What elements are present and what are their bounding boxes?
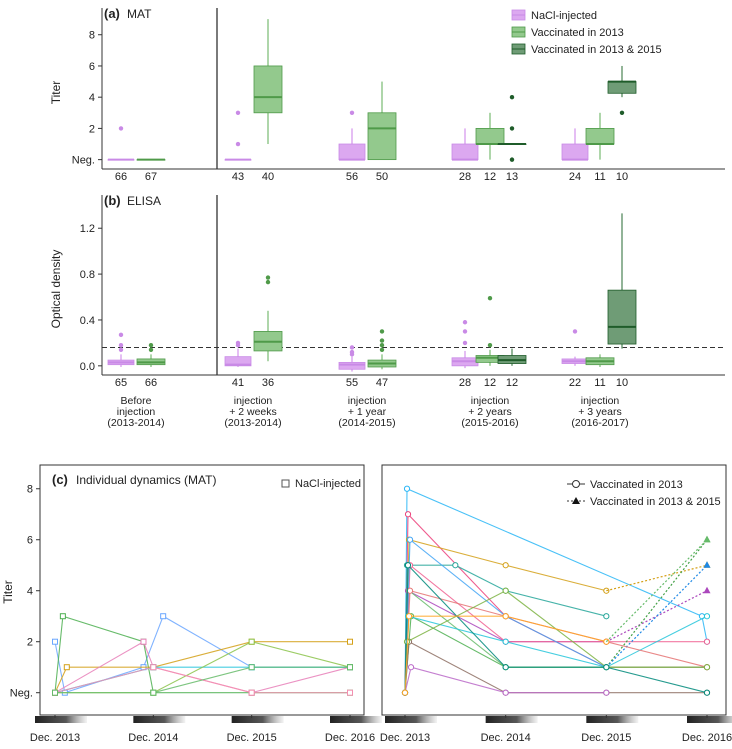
sample-size-label: 36 [261,377,275,389]
sampling-period-bar [385,716,437,723]
point-marker [405,563,410,568]
sample-size-label: 41 [231,377,245,389]
y-axis-label: Titer [1,580,15,604]
point-marker [408,665,413,670]
y-tick-label: Neg. [71,154,95,167]
x-tick-label: Dec. 2014 [128,732,179,744]
box-body [452,144,478,160]
box-vacc2013 [586,354,614,367]
y-tick-label: Neg. [9,687,33,700]
group-label: injection [233,395,273,407]
sample-size-label: 47 [375,377,389,389]
point-marker [503,614,508,619]
individual-series [402,563,609,696]
individual-series [402,536,710,696]
box-nacl [452,320,478,368]
box-nacl [562,128,588,159]
booster-dotted-line [606,565,707,590]
series-line [405,489,707,693]
sample-size-label: 28 [458,171,472,183]
outlier-point [119,333,123,337]
box-vacc2013 [254,19,282,144]
point-marker [406,614,411,619]
panel-label: (c) [52,472,68,487]
box-body [339,144,365,160]
individual-series [402,486,709,695]
box-body [608,82,636,94]
box-body [586,128,614,144]
legend-label: Vaccinated in 2013 & 2015 [531,44,662,56]
legend-label: Vaccinated in 2013 & 2015 [590,496,721,508]
point-marker [53,639,58,644]
sample-size-label: 43 [231,171,245,183]
x-tick-label: Dec. 2016 [324,732,376,744]
sample-size-label: 11 [594,377,606,389]
point-marker [704,614,709,619]
triangle-marker [704,587,711,594]
series-line [405,667,606,692]
group-label: injection [347,395,387,407]
individual-series [402,587,710,696]
sample-size-label: 10 [615,377,629,389]
outlier-point [510,157,514,161]
outlier-point [119,126,123,130]
x-tick-label: Dec. 2013 [379,732,431,744]
outlier-point [266,280,270,284]
sample-size-label: 28 [458,377,472,389]
outlier-point [463,329,467,333]
sampling-period-bar [687,716,732,723]
box-vacc2013 [368,82,396,160]
booster-dotted-line [606,540,707,642]
outlier-point [380,338,384,342]
point-marker [404,639,409,644]
outlier-point [573,329,577,333]
group-label: (2016-2017) [571,417,629,429]
point-marker [151,665,156,670]
outlier-point [119,343,123,347]
y-tick-label: 8 [26,483,33,496]
booster-dotted-line [606,591,707,642]
y-tick-label: 2 [88,123,95,136]
group-label: + 2 years [468,406,512,418]
y-tick-label: 0.4 [79,314,95,327]
box-vacc2013 [254,275,282,361]
outlier-point [380,348,384,352]
outlier-point [488,343,492,347]
legend-triangle-marker [572,497,580,504]
box-body [254,66,282,113]
point-marker [249,639,254,644]
box-nacl [225,341,251,367]
outlier-point [236,142,240,146]
point-marker [64,665,69,670]
sample-size-label: 22 [568,377,582,389]
y-tick-label: 6 [26,534,33,547]
y-tick-label: 6 [88,60,95,73]
sample-size-label: 12 [483,377,497,389]
point-marker [407,588,412,593]
point-marker [453,563,458,568]
sample-size-label: 50 [375,171,389,183]
sample-size-label: 66 [144,377,158,389]
panel-label: (b) [104,193,121,208]
group-label: + 3 years [578,406,622,418]
y-tick-label: 4 [26,585,33,598]
sample-size-label: 12 [505,377,519,389]
sampling-period-bar [586,716,638,723]
group-label: injection [470,395,510,407]
box-body [368,113,396,160]
sample-size-label: 10 [615,171,629,183]
box-nacl [108,333,134,367]
outlier-point [380,343,384,347]
outlier-point [620,111,624,115]
legend-label: NaCl-injected [531,10,598,22]
outlier-point [119,348,123,352]
box-vacc2013 [586,113,614,160]
legend-circle-marker [573,481,580,488]
group-label: injection [580,395,620,407]
sampling-period-bar [232,716,284,723]
point-marker [704,639,709,644]
group-label: injection [116,406,156,418]
point-marker [53,690,58,695]
y-tick-label: 2 [26,636,33,649]
sample-size-label: 55 [345,377,359,389]
outlier-point [236,341,240,345]
left-plot-frame [40,465,364,715]
booster-dotted-line [606,540,707,667]
box-vacc2015 [608,66,636,115]
box-nacl [225,111,251,161]
point-marker [404,486,409,491]
box-vacc2013 [137,343,165,367]
point-marker [604,690,609,695]
point-marker [348,690,353,695]
point-marker [249,665,254,670]
group-label: (2013-2014) [107,417,165,429]
y-tick-label: 4 [88,92,95,105]
outlier-point [350,350,354,354]
outlier-point [463,341,467,345]
sample-size-label: 40 [261,171,275,183]
sample-size-label: 12 [483,171,497,183]
sample-size-label: 11 [594,171,606,183]
point-marker [402,690,407,695]
sample-size-label: 66 [114,171,128,183]
triangle-marker [704,561,711,568]
sample-size-label: 13 [505,171,519,183]
point-marker [60,614,65,619]
box-nacl [108,126,134,160]
box-vacc2013 [476,113,504,160]
box-vacc2015 [608,213,636,348]
outlier-point [510,95,514,99]
sampling-period-bar [486,716,538,723]
legend-label: Vaccinated in 2013 [531,27,624,39]
group-label: (2015-2016) [461,417,519,429]
x-tick-label: Dec. 2013 [29,732,81,744]
outlier-point [350,345,354,349]
point-marker [604,665,609,670]
point-marker [503,639,508,644]
individual-series [402,614,709,696]
y-tick-label: 0.0 [79,360,95,373]
y-tick-label: 0.8 [79,269,95,282]
box-body [562,144,588,160]
outlier-point [350,111,354,115]
point-marker [161,614,166,619]
x-tick-label: Dec. 2016 [681,732,732,744]
sampling-period-bar [35,716,87,723]
group-label: Before [120,395,152,407]
point-marker [704,690,709,695]
box-nacl [452,128,478,159]
outlier-point [236,111,240,115]
x-tick-label: Dec. 2014 [480,732,531,744]
y-axis-label: Titer [49,80,63,105]
panel-title: MAT [127,7,152,21]
point-marker [503,588,508,593]
outlier-point [149,343,153,347]
sampling-period-bar [330,716,382,723]
point-marker [151,690,156,695]
point-marker [348,665,353,670]
outlier-point [463,320,467,324]
panel-title: ELISA [127,194,162,208]
group-label: (2014-2015) [338,417,396,429]
individual-series [402,536,710,696]
box-vacc2015 [498,349,526,366]
group-label: + 2 weeks [229,406,277,418]
sample-size-label: 67 [144,171,158,183]
point-marker [249,690,254,695]
point-marker [704,665,709,670]
outlier-point [488,296,492,300]
box-nacl [339,345,365,371]
outlier-point [149,348,153,352]
box-body [339,362,365,369]
point-marker [405,512,410,517]
group-label: + 1 year [347,406,387,418]
outlier-point [510,126,514,130]
y-axis-label: Optical density [49,249,63,329]
panel-label: (a) [104,6,120,21]
point-marker [503,665,508,670]
outlier-point [380,329,384,333]
point-marker [348,639,353,644]
sample-size-label: 56 [345,171,359,183]
point-marker [503,690,508,695]
y-tick-label: 1.2 [79,223,95,236]
box-nacl [339,111,365,160]
group-label: (2013-2014) [224,417,282,429]
legend-label: NaCl-injected [295,478,362,490]
point-marker [407,537,412,542]
point-marker [141,639,146,644]
box-vacc2013 [137,160,165,161]
triangle-marker [704,536,711,543]
y-tick-label: 8 [88,29,95,42]
sample-size-label: 65 [114,377,128,389]
outlier-point [266,275,270,279]
point-marker [604,614,609,619]
sampling-period-bar [133,716,185,723]
individual-series [53,665,353,695]
legend-square-marker [282,480,289,487]
sample-size-label: 24 [568,171,582,183]
x-tick-label: Dec. 2015 [581,732,632,744]
legend-label: Vaccinated in 2013 [590,479,683,491]
point-marker [503,563,508,568]
series-line [55,667,350,692]
box-vacc2013 [368,329,396,369]
point-marker [604,639,609,644]
panel-title: Individual dynamics (MAT) [76,473,217,487]
box-body [476,128,504,144]
box-body [608,290,636,344]
x-tick-label: Dec. 2015 [226,732,277,744]
